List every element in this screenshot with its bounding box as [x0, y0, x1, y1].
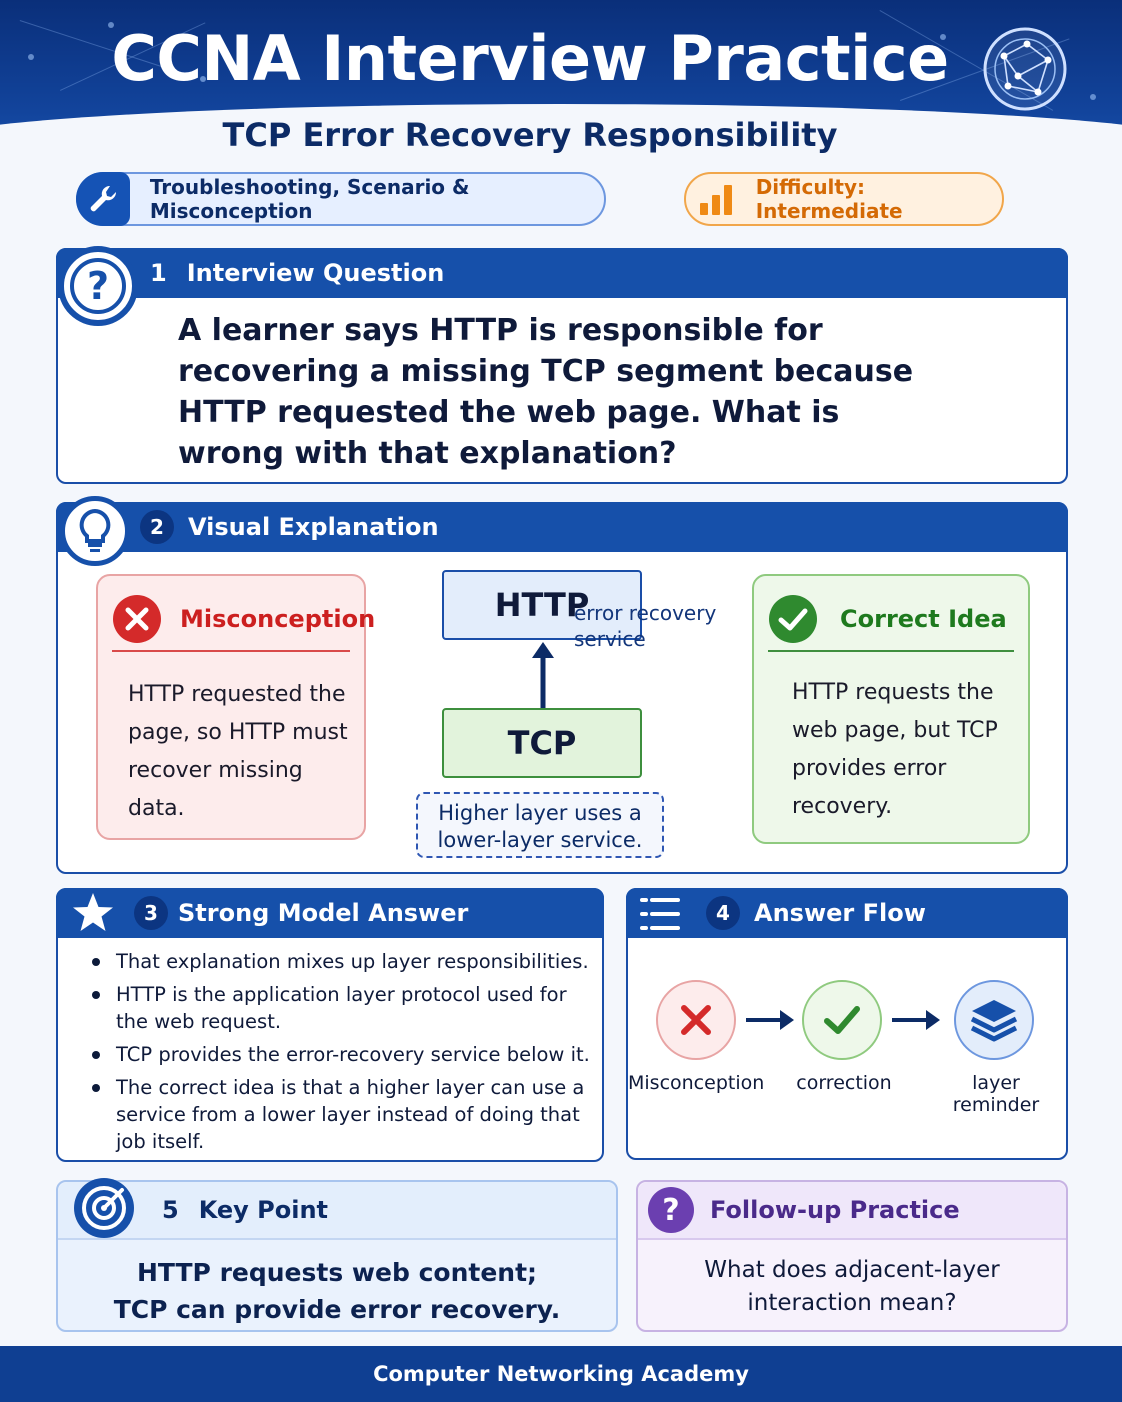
- layers-icon: [969, 998, 1019, 1042]
- key-point-header: [58, 1182, 616, 1240]
- model-answer-header: [56, 888, 604, 938]
- difficulty-tag-label: Difficulty: Intermediate: [755, 175, 903, 223]
- wrench-icon: [76, 172, 130, 226]
- follow-up-text: [638, 1254, 1066, 1320]
- correct-idea-title: Correct Idea: [840, 605, 1007, 633]
- question-text: A learner says HTTP is responsible for recovering a missing TCP segment because HTTP requested the web page. What is wrong with that explanation?: [178, 313, 914, 471]
- flow-label: correction: [796, 1072, 892, 1094]
- flow-step-misconception: [656, 980, 736, 1060]
- target-icon: [72, 1176, 136, 1240]
- list-item: HTTP is the application layer protocol used for the web request.: [88, 981, 598, 1035]
- page-title: CCNA Interview Practice: [111, 22, 949, 95]
- interview-question-header: [56, 248, 1068, 298]
- check-icon: [821, 1000, 863, 1040]
- footer-text: Computer Networking Academy: [373, 1362, 749, 1386]
- section-heading: Visual Explanation: [188, 513, 439, 541]
- section-heading: Interview Question: [186, 259, 445, 287]
- page-subtitle: TCP Error Recovery Responsibility: [222, 116, 838, 154]
- flow-arrow: [892, 1018, 932, 1022]
- flow-label: layer reminder: [952, 1072, 1040, 1116]
- section-heading: Strong Model Answer: [178, 899, 469, 927]
- bar-chart-icon: [700, 183, 734, 215]
- visual-explanation-panel: [56, 502, 1068, 874]
- section-number: 1: [150, 259, 167, 287]
- follow-up-line: What does adjacent-layer: [704, 1257, 1000, 1283]
- misconception-title: Misconception: [180, 605, 376, 633]
- list-item: The correct idea is that a higher layer can use a service from a lower layer instead of doing that job itself.: [88, 1074, 598, 1155]
- question-circle-icon: ?: [648, 1187, 694, 1233]
- topic-tag-label: Troubleshooting, Scenario & Misconception: [149, 175, 470, 223]
- follow-up-header: [638, 1182, 1066, 1240]
- key-point-line: TCP can provide error recovery.: [113, 1295, 561, 1324]
- misconception-card: [96, 574, 376, 840]
- section-heading: Key Point: [198, 1196, 329, 1224]
- follow-up-line: interaction mean?: [747, 1290, 957, 1316]
- topic-tag: [76, 172, 606, 226]
- list-item: TCP provides the error-recovery service below it.: [88, 1041, 598, 1068]
- answer-flow-header: [626, 888, 1068, 938]
- http-layer-box: HTTP: [442, 570, 642, 640]
- correct-idea-card: [752, 574, 1030, 844]
- question-mark-icon: ?: [58, 246, 138, 326]
- arrow-label: error recovery service: [574, 601, 717, 651]
- section-number: 4: [706, 896, 740, 930]
- follow-up-panel: [636, 1180, 1068, 1332]
- list-item: That explanation mixes up layer responsibilities.: [88, 948, 598, 975]
- section-number: 2: [140, 510, 174, 544]
- model-answer-list: [88, 948, 598, 1161]
- layer-note: Higher layer uses a lower-layer service.: [416, 792, 664, 858]
- difficulty-tag: [684, 172, 1004, 226]
- flow-arrow: [746, 1018, 786, 1022]
- correct-idea-text: HTTP requests the web page, but TCP provides error recovery.: [792, 680, 998, 819]
- x-icon: [676, 1000, 716, 1040]
- tcp-layer-box: TCP: [442, 708, 642, 778]
- list-icon: [638, 894, 682, 934]
- arrow-up-icon: [528, 640, 558, 710]
- model-answer-panel: [56, 888, 604, 1162]
- key-point-line: HTTP requests web content;: [136, 1258, 538, 1287]
- key-point-panel: [56, 1180, 618, 1332]
- key-point-text: [58, 1254, 616, 1328]
- misconception-text: HTTP requested the page, so HTTP must recover missing data.: [128, 682, 348, 821]
- section-heading: Follow-up Practice: [710, 1196, 960, 1224]
- globe-network-icon: [982, 26, 1068, 112]
- flow-step-correction: [802, 980, 882, 1060]
- check-circle-icon: [768, 594, 818, 644]
- lightbulb-icon: [60, 496, 130, 566]
- flow-step-layer-reminder: [954, 980, 1034, 1060]
- x-circle-icon: [112, 594, 162, 644]
- section-number: 3: [134, 896, 168, 930]
- footer: [0, 1346, 1122, 1402]
- answer-flow-panel: [626, 888, 1068, 1160]
- interview-question-panel: [56, 248, 1068, 484]
- star-icon: [70, 890, 116, 936]
- flow-label: Misconception: [628, 1072, 765, 1094]
- section-heading: Answer Flow: [754, 899, 926, 927]
- section-number: 5: [162, 1196, 179, 1224]
- visual-explanation-header: [56, 502, 1068, 552]
